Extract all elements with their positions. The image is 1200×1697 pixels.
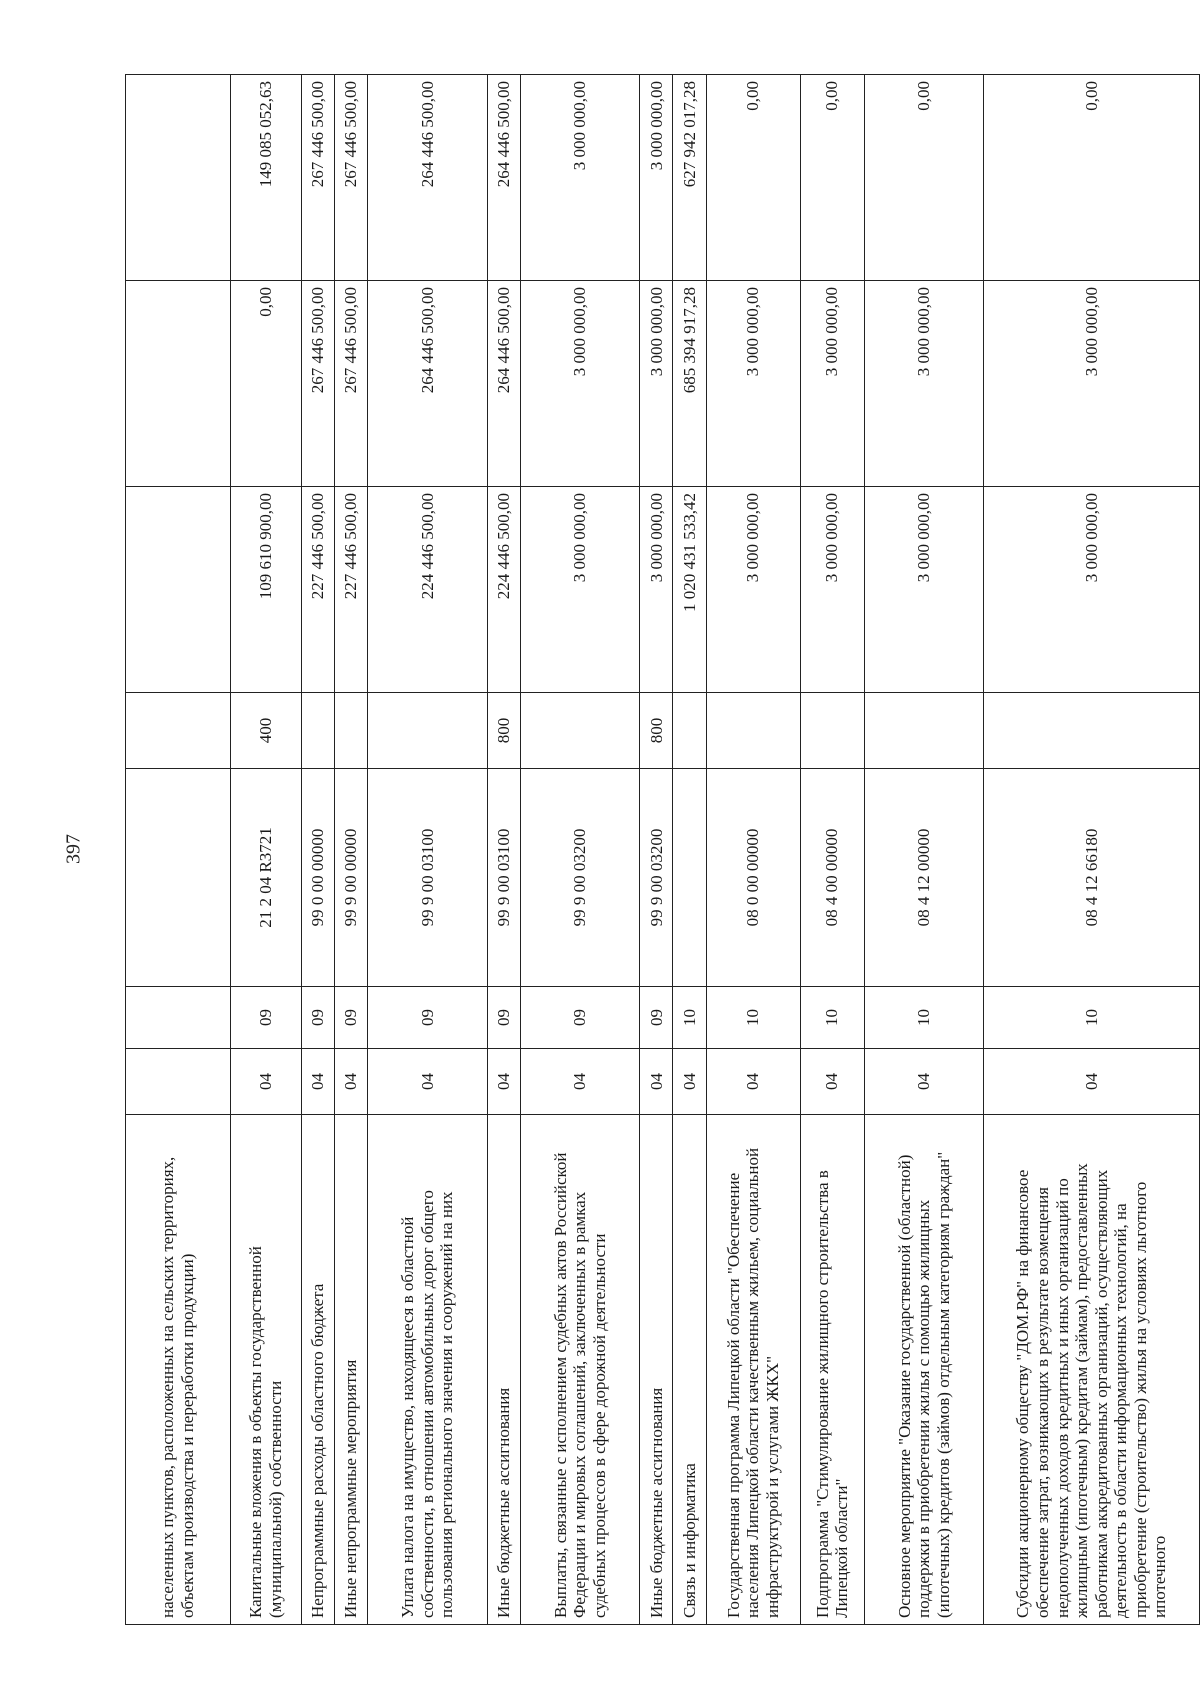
amount-year-2: 685 394 917,28 <box>673 281 706 487</box>
target-article-code: 21 2 04 R3721 <box>231 769 302 987</box>
amount-year-2: 3 000 000,00 <box>640 281 673 487</box>
expense-type-code: 800 <box>640 693 673 769</box>
subsection-code: 10 <box>984 987 1200 1049</box>
page-number: 397 <box>62 834 85 864</box>
amount-year-1: 224 446 500,00 <box>487 487 520 693</box>
amount-year-2: 264 446 500,00 <box>487 281 520 487</box>
amount-year-1: 227 446 500,00 <box>301 487 334 693</box>
subsection-code <box>126 987 231 1049</box>
amount-year-3: 0,00 <box>800 75 864 281</box>
expense-type-code <box>864 693 983 769</box>
amount-year-1: 1 020 431 533,42 <box>673 487 706 693</box>
subsection-code: 09 <box>301 987 334 1049</box>
expense-type-code <box>126 693 231 769</box>
row-description: населенных пунктов, расположенных на сельских территориях, объектам производства и переработки продукции) <box>126 1115 231 1625</box>
target-article-code: 99 9 00 03200 <box>640 769 673 987</box>
amount-year-2 <box>126 281 231 487</box>
expense-type-code <box>368 693 487 769</box>
rotated-table-container <box>125 75 1200 1625</box>
expense-type-code <box>673 693 706 769</box>
expense-type-code <box>335 693 368 769</box>
table-row <box>864 75 983 1625</box>
subsection-code: 10 <box>800 987 864 1049</box>
amount-year-1: 3 000 000,00 <box>520 487 639 693</box>
amount-year-2: 3 000 000,00 <box>864 281 983 487</box>
budget-table <box>125 74 1200 1625</box>
subsection-code: 09 <box>231 987 302 1049</box>
amount-year-1: 3 000 000,00 <box>640 487 673 693</box>
expense-type-code <box>520 693 639 769</box>
section-code: 04 <box>301 1049 334 1115</box>
amount-year-3: 627 942 017,28 <box>673 75 706 281</box>
subsection-code: 09 <box>520 987 639 1049</box>
amount-year-2: 3 000 000,00 <box>520 281 639 487</box>
row-description: Капитальные вложения в объекты государственной (муниципальной) собственности <box>231 1115 302 1625</box>
expense-type-code <box>301 693 334 769</box>
amount-year-2: 264 446 500,00 <box>368 281 487 487</box>
amount-year-3: 149 085 052,63 <box>231 75 302 281</box>
section-code: 04 <box>864 1049 983 1115</box>
row-description: Подпрограмма "Стимулирование жилищного строительства в Липецкой области" <box>800 1115 864 1625</box>
row-description: Иные бюджетные ассигнования <box>487 1115 520 1625</box>
target-article-code: 99 9 00 03100 <box>368 769 487 987</box>
table-row <box>640 75 673 1625</box>
row-description: Уплата налога на имущество, находящееся в областной собственности, в отношении автомобильных дорог общего пользования регионального значения и сооружений на них <box>368 1115 487 1625</box>
section-code: 04 <box>335 1049 368 1115</box>
subsection-code: 10 <box>864 987 983 1049</box>
section-code: 04 <box>368 1049 487 1115</box>
row-description: Субсидии акционерному обществу "ДОМ.РФ" на финансовое обеспечение затрат, возникающих в результате возмещения недополученных доходов кредитных и иных организаций по жилищным (ипотечным) кредитам (займам), предоставленных работникам аккредитованных организаций, осуществляющих деятельность в области информационных технологий, на приобретение (строительство) жилья на условиях льготного ипотечного <box>984 1115 1200 1625</box>
amount-year-3: 3 000 000,00 <box>520 75 639 281</box>
amount-year-2: 0,00 <box>231 281 302 487</box>
section-code: 04 <box>673 1049 706 1115</box>
table-row <box>335 75 368 1625</box>
section-code: 04 <box>640 1049 673 1115</box>
amount-year-3: 0,00 <box>864 75 983 281</box>
amount-year-3 <box>126 75 231 281</box>
section-code: 04 <box>520 1049 639 1115</box>
table-row <box>706 75 800 1625</box>
table-row <box>487 75 520 1625</box>
section-code <box>126 1049 231 1115</box>
amount-year-1 <box>126 487 231 693</box>
target-article-code: 99 9 00 03100 <box>487 769 520 987</box>
target-article-code: 08 0 00 00000 <box>706 769 800 987</box>
amount-year-2: 267 446 500,00 <box>335 281 368 487</box>
table-row <box>673 75 706 1625</box>
target-article-code: 08 4 12 66180 <box>984 769 1200 987</box>
amount-year-3: 0,00 <box>984 75 1200 281</box>
section-code: 04 <box>231 1049 302 1115</box>
amount-year-2: 267 446 500,00 <box>301 281 334 487</box>
amount-year-1: 3 000 000,00 <box>864 487 983 693</box>
amount-year-1: 3 000 000,00 <box>706 487 800 693</box>
amount-year-1: 3 000 000,00 <box>984 487 1200 693</box>
table-row <box>231 75 302 1625</box>
subsection-code: 10 <box>673 987 706 1049</box>
table-row <box>520 75 639 1625</box>
amount-year-3: 0,00 <box>706 75 800 281</box>
subsection-code: 09 <box>335 987 368 1049</box>
amount-year-3: 3 000 000,00 <box>640 75 673 281</box>
amount-year-3: 267 446 500,00 <box>335 75 368 281</box>
table-row <box>368 75 487 1625</box>
row-description: Основное мероприятие "Оказание государственной (областной) поддержки в приобретении жилья с помощью жилищных (ипотечных) кредитов (займов) отдельным категориям граждан" <box>864 1115 983 1625</box>
amount-year-3: 264 446 500,00 <box>487 75 520 281</box>
target-article-code: 08 4 12 00000 <box>864 769 983 987</box>
expense-type-code: 800 <box>487 693 520 769</box>
section-code: 04 <box>706 1049 800 1115</box>
target-article-code <box>126 769 231 987</box>
subsection-code: 09 <box>487 987 520 1049</box>
expense-type-code <box>706 693 800 769</box>
amount-year-1: 227 446 500,00 <box>335 487 368 693</box>
row-description: Выплаты, связанные с исполнением судебных актов Российской Федерации и мировых соглашений, заключенных в рамках судебных процессов в сфере дорожной деятельности <box>520 1115 639 1625</box>
amount-year-2: 3 000 000,00 <box>984 281 1200 487</box>
expense-type-code <box>800 693 864 769</box>
expense-type-code: 400 <box>231 693 302 769</box>
target-article-code <box>673 769 706 987</box>
section-code: 04 <box>984 1049 1200 1115</box>
amount-year-1: 109 610 900,00 <box>231 487 302 693</box>
row-description: Связь и информатика <box>673 1115 706 1625</box>
target-article-code: 99 9 00 03200 <box>520 769 639 987</box>
section-code: 04 <box>487 1049 520 1115</box>
subsection-code: 09 <box>640 987 673 1049</box>
section-code: 04 <box>800 1049 864 1115</box>
amount-year-1: 224 446 500,00 <box>368 487 487 693</box>
table-row <box>800 75 864 1625</box>
table-row <box>984 75 1200 1625</box>
table-row <box>301 75 334 1625</box>
target-article-code: 99 9 00 00000 <box>335 769 368 987</box>
amount-year-3: 267 446 500,00 <box>301 75 334 281</box>
table-row <box>126 75 231 1625</box>
amount-year-2: 3 000 000,00 <box>800 281 864 487</box>
subsection-code: 10 <box>706 987 800 1049</box>
expense-type-code <box>984 693 1200 769</box>
row-description: Непрограммные расходы областного бюджета <box>301 1115 334 1625</box>
row-description: Иные бюджетные ассигнования <box>640 1115 673 1625</box>
row-description: Государственная программа Липецкой области "Обеспечение населения Липецкой области качественным жильем, социальной инфраструктурой и услугами ЖКХ" <box>706 1115 800 1625</box>
amount-year-2: 3 000 000,00 <box>706 281 800 487</box>
target-article-code: 99 0 00 00000 <box>301 769 334 987</box>
row-description: Иные непрограммные мероприятия <box>335 1115 368 1625</box>
subsection-code: 09 <box>368 987 487 1049</box>
amount-year-1: 3 000 000,00 <box>800 487 864 693</box>
amount-year-3: 264 446 500,00 <box>368 75 487 281</box>
target-article-code: 08 4 00 00000 <box>800 769 864 987</box>
